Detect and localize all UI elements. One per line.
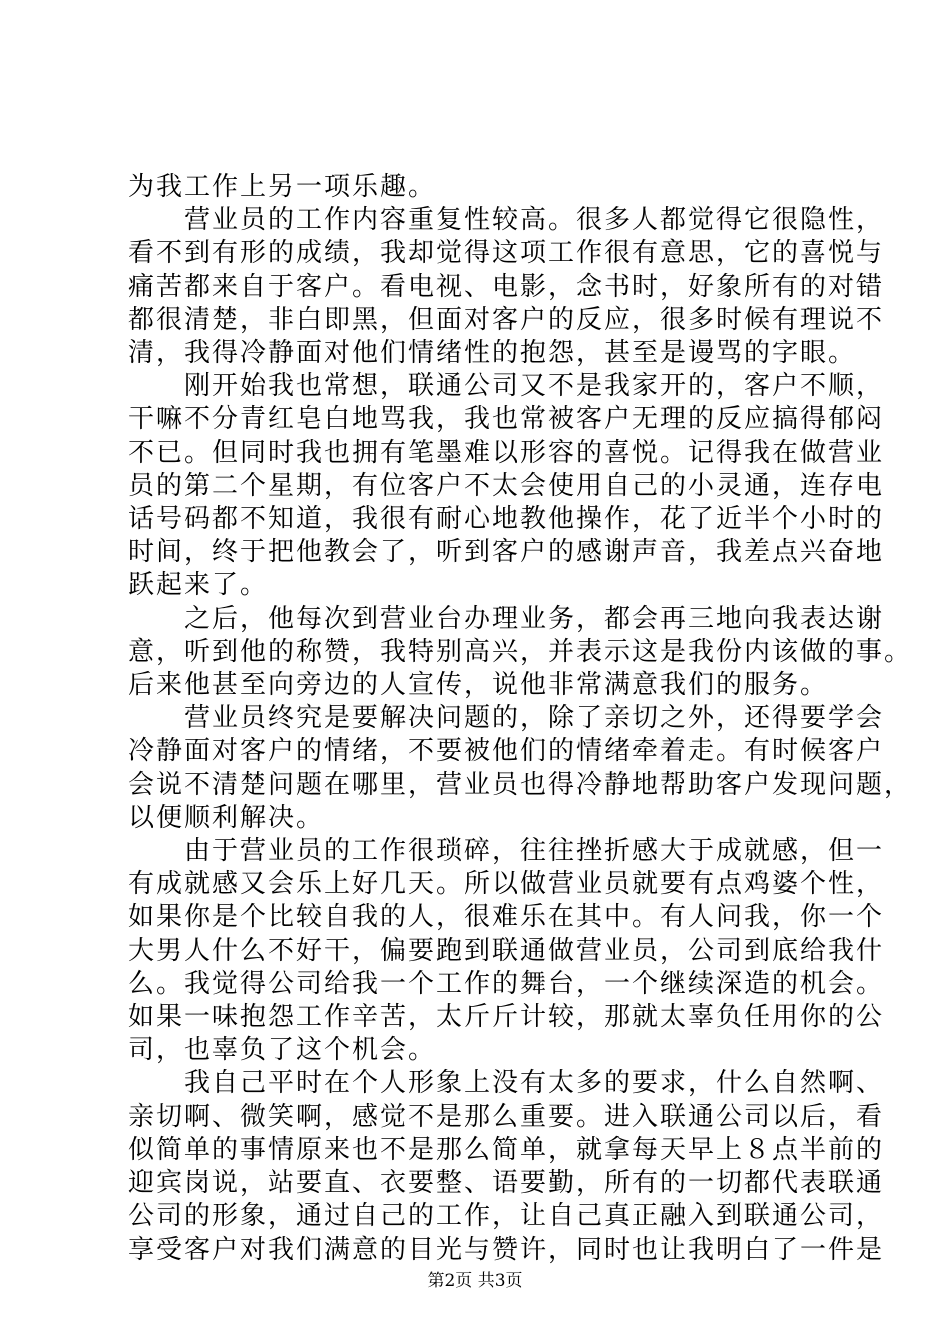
text-line: 冷静面对客户的情绪，不要被他们的情绪牵着走。有时候客户 [128, 736, 885, 767]
paragraph [128, 204, 885, 370]
text-line: 意，听到他的称赞，我特别高兴，并表示这是我份内该做的事。 [128, 636, 913, 667]
paragraph [128, 702, 913, 835]
text-line: 有成就感又会乐上好几天。所以做营业员就要有点鸡婆个性， [128, 869, 885, 900]
paragraph [128, 835, 885, 1067]
text-line: 司，也辜负了这个机会。 [128, 1035, 437, 1066]
text-line: 如果你是个比较自我的人，很难乐在其中。有人问我，你一个 [128, 902, 885, 933]
text-line: 时间，终于把他教会了，听到客户的感谢声音，我差点兴奋地 [128, 537, 885, 568]
text-line: 如果一味抱怨工作辛苦，太斤斤计较，那就太辜负任用你的公 [128, 1002, 885, 1033]
text-line: 大男人什么不好干，偏要跑到联通做营业员，公司到底给我什 [128, 935, 885, 966]
text-line: 后来他甚至向旁边的人宣传，说他非常满意我们的服务。 [128, 670, 829, 701]
text-line: 话号码都不知道，我很有耐心地教他操作，花了近半个小时的 [128, 504, 885, 535]
document-body [128, 171, 913, 1267]
text-line: 以便顺利解决。 [128, 802, 325, 833]
text-line: 营业员的工作内容重复性较高。很多人都觉得它很隐性， [184, 205, 885, 236]
paragraph [128, 171, 840, 204]
text-line: 痛苦都来自于客户。看电视、电影，念书时，好象所有的对错 [128, 271, 885, 302]
text-line: 为我工作上另一项乐趣。 [128, 172, 437, 202]
paragraph [128, 370, 885, 602]
text-line: 公司的形象，通过自己的工作，让自己真正融入到联通公司， [128, 1201, 885, 1232]
text-line: 清，我得冷静面对他们情绪性的抱怨，甚至是谩骂的字眼。 [128, 338, 857, 369]
text-line: 跃起来了。 [128, 570, 269, 601]
text-line: 享受客户对我们满意的目光与赞许，同时也让我明白了一件是 [128, 1234, 885, 1265]
text-line: 干嘛不分青红皂白地骂我，我也常被客户无理的反应搞得郁闷 [128, 404, 885, 435]
paragraph [128, 1067, 885, 1266]
text-line: 刚开始我也常想，联通公司又不是我家开的，客户不顺， [184, 371, 885, 402]
text-line: 我自己平时在个人形象上没有太多的要求，什么自然啊、 [184, 1068, 885, 1099]
text-line: 似简单的事情原来也不是那么简单，就拿每天早上８点半前的 [128, 1134, 885, 1165]
text-line: 迎宾岗说，站要直、衣要整、语要勤，所有的一切都代表联通 [128, 1168, 885, 1199]
text-line: 都很清楚，非白即黑，但面对客户的反应，很多时候有理说不 [128, 304, 885, 335]
text-line: 会说不清楚问题在哪里，营业员也得冷静地帮助客户发现问题， [128, 769, 913, 800]
page-footer: 第2页 共3页 [427, 1271, 523, 1291]
paragraph [128, 603, 913, 703]
text-line: 营业员终究是要解决问题的，除了亲切之外，还得要学会 [184, 703, 885, 734]
text-line: 看不到有形的成绩，我却觉得这项工作很有意思，它的喜悦与 [128, 238, 885, 269]
text-line: 之后，他每次到营业台办理业务，都会再三地向我表达谢 [184, 603, 885, 634]
text-line: 么。我觉得公司给我一个工作的舞台，一个继续深造的机会。 [128, 968, 885, 999]
text-line: 亲切啊、微笑啊，感觉不是那么重要。进入联通公司以后，看 [128, 1101, 885, 1132]
text-line: 员的第二个星期，有位客户不太会使用自己的小灵通，连存电 [128, 470, 885, 501]
text-line: 不已。但同时我也拥有笔墨难以形容的喜悦。记得我在做营业 [128, 437, 885, 468]
text-line: 由于营业员的工作很琐碎，往往挫折感大于成就感，但一 [184, 836, 885, 867]
